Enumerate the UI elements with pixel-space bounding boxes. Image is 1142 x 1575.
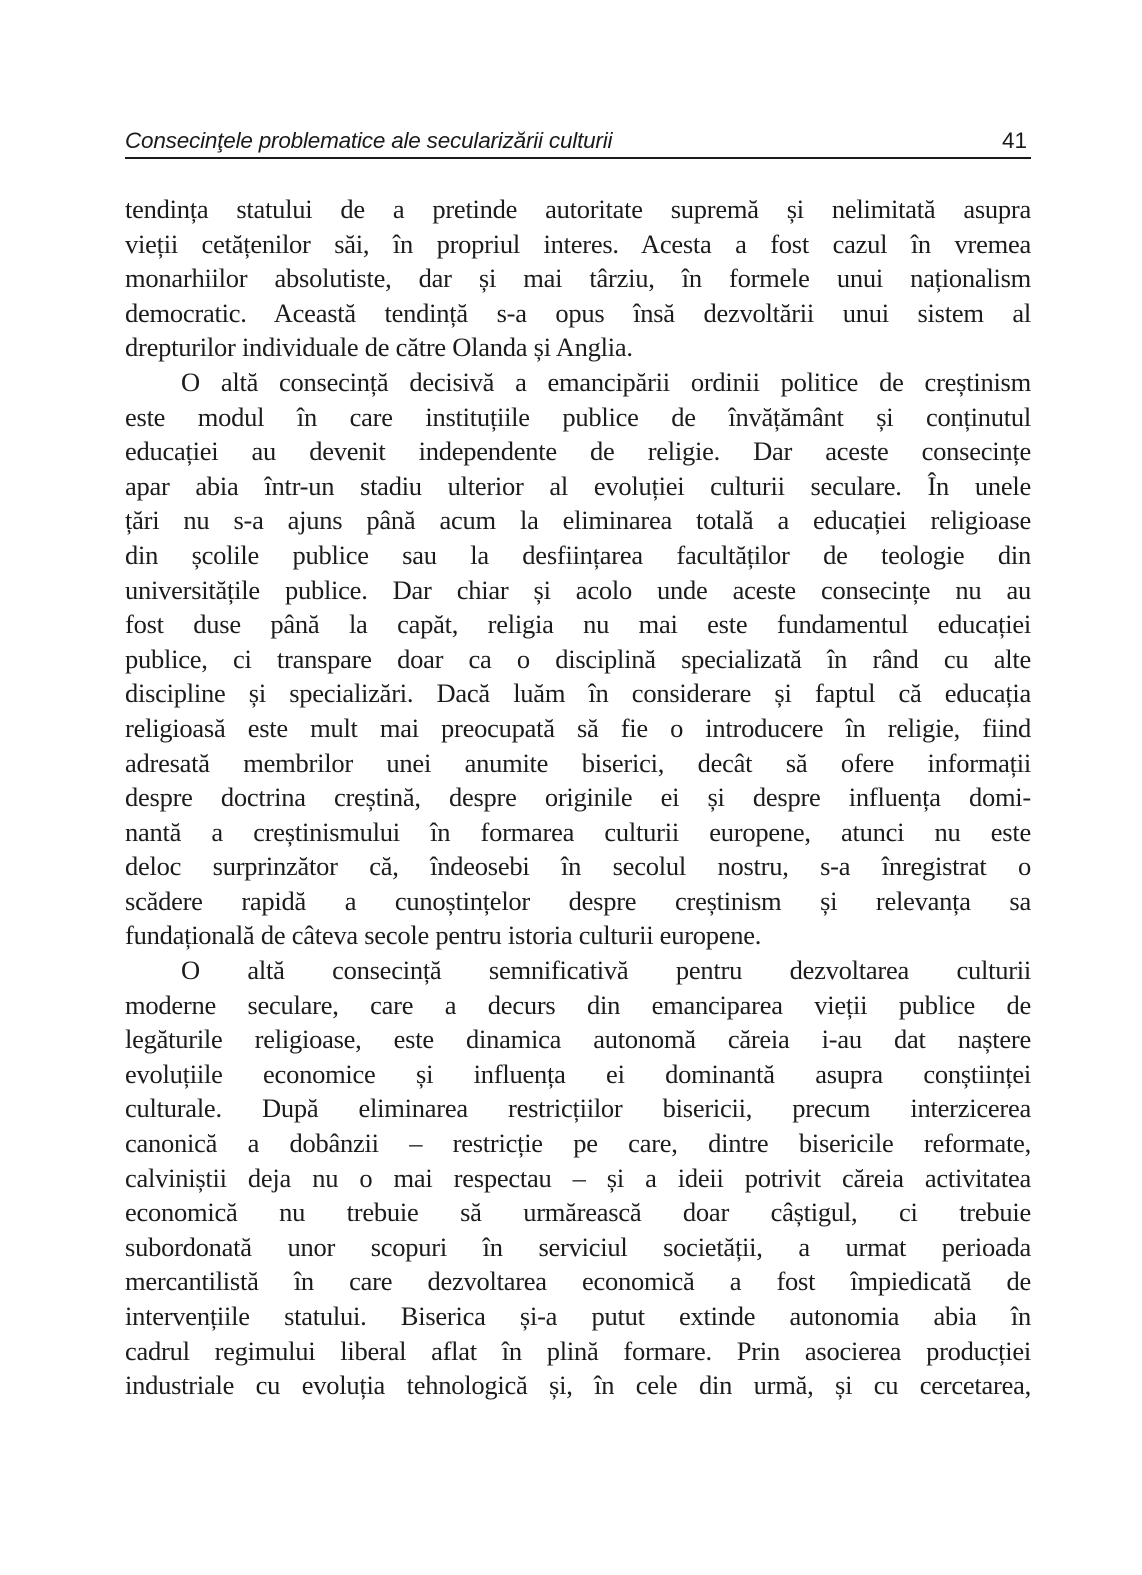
text-line: nantă a creștinismului în formarea culturii europene, atunci nu este xyxy=(125,816,1031,847)
body-text xyxy=(125,192,1031,1403)
text-line: legăturile religioase, este dinamica autonomă căreia i-au dat naștere xyxy=(125,1024,1031,1055)
page-number: 41 xyxy=(1001,128,1027,153)
text-line: adresată membrilor unei anumite biserici, decât să ofere informații xyxy=(125,747,1031,778)
text-line: educației au devenit independente de religie. Dar aceste consecințe xyxy=(125,436,1031,467)
text-line: apar abia într-un stadiu ulterior al evoluției culturii seculare. În unele xyxy=(125,470,1031,501)
paragraph xyxy=(125,192,1031,365)
text-line: religioasă este mult mai preocupată să fie o introducere în religie, fiind xyxy=(125,712,1031,743)
text-line: fundațională de câteva secole pentru istoria culturii europene. xyxy=(125,920,762,951)
text-line: tendința statului de a pretinde autoritate supremă și nelimitată asupra xyxy=(125,194,1031,224)
text-line: deloc surprinzător că, îndeosebi în secolul nostru, s-a înregistrat o xyxy=(125,851,1031,882)
text-line: evoluțiile economice și influența ei dominantă asupra conștiinței xyxy=(125,1058,1031,1089)
text-line: O altă consecință decisivă a emancipării ordinii politice de creștinism xyxy=(181,366,1031,397)
text-line: intervențiile statului. Biserica și-a putut extinde autonomia abia în xyxy=(125,1301,1031,1331)
running-header xyxy=(125,118,1031,159)
text-line: economică nu trebuie să urmărească doar câștigul, ci trebuie xyxy=(125,1197,1031,1228)
text-line: discipline și specializări. Dacă luăm în considerare și faptul că educația xyxy=(125,678,1031,709)
text-line: mercantilistă în care dezvoltarea economică a fost împiedicată de xyxy=(125,1266,1031,1297)
text-line: din școlile publice sau la desființarea facultăților de teologie din xyxy=(125,539,1031,570)
paragraph xyxy=(125,953,1031,1403)
text-line: despre doctrina creștină, despre originile ei și despre influența domi- xyxy=(125,782,1031,813)
text-line: canonică a dobânzii – restricție pe care, dintre bisericile reformate, xyxy=(125,1128,1031,1159)
text-line: este modul în care instituțiile publice de învățământ și conținutul xyxy=(125,401,1031,432)
running-title: Consecinţele problematice ale secularizării culturii xyxy=(125,128,613,153)
book-page xyxy=(125,118,1031,1403)
text-line: monarhiilor absolutiste, dar și mai târziu, în formele unui naționalism xyxy=(125,263,1031,294)
text-line: culturale. După eliminarea restricțiilor bisericii, precum interzicerea xyxy=(125,1093,1031,1124)
text-line: subordonată unor scopuri în serviciul societății, a urmat perioada xyxy=(125,1231,1031,1262)
text-line: O altă consecință semnificativă pentru dezvoltarea culturii xyxy=(181,955,1031,986)
text-line: universitățile publice. Dar chiar și acolo unde aceste consecințe nu au xyxy=(125,574,1031,605)
text-line: publice, ci transpare doar ca o disciplină specializată în rând cu alte xyxy=(125,643,1031,674)
text-line: drepturilor individuale de către Olanda și Anglia. xyxy=(125,332,633,363)
text-line: democratic. Această tendință s-a opus însă dezvoltării unui sistem al xyxy=(125,297,1031,328)
text-line: fost duse până la capăt, religia nu mai este fundamentul educației xyxy=(125,609,1031,640)
text-line: vieții cetățenilor săi, în propriul interes. Acesta a fost cazul în vremea xyxy=(125,228,1031,259)
text-line: moderne seculare, care a decurs din emanciparea vieții publice de xyxy=(125,989,1031,1020)
text-line: scădere rapidă a cunoștințelor despre creștinism și relevanța sa xyxy=(125,885,1031,916)
text-line: industriale cu evoluția tehnologică și, în cele din urmă, și cu cercetarea, xyxy=(125,1370,1031,1401)
text-line: țări nu s-a ajuns până acum la eliminarea totală a educației religioase xyxy=(125,505,1031,536)
paragraph xyxy=(125,365,1031,953)
text-line: calviniștii deja nu o mai respectau – și a ideii potrivit căreia activitatea xyxy=(125,1162,1031,1193)
text-line: cadrul regimului liberal aflat în plină formare. Prin asocierea producției xyxy=(125,1335,1031,1366)
